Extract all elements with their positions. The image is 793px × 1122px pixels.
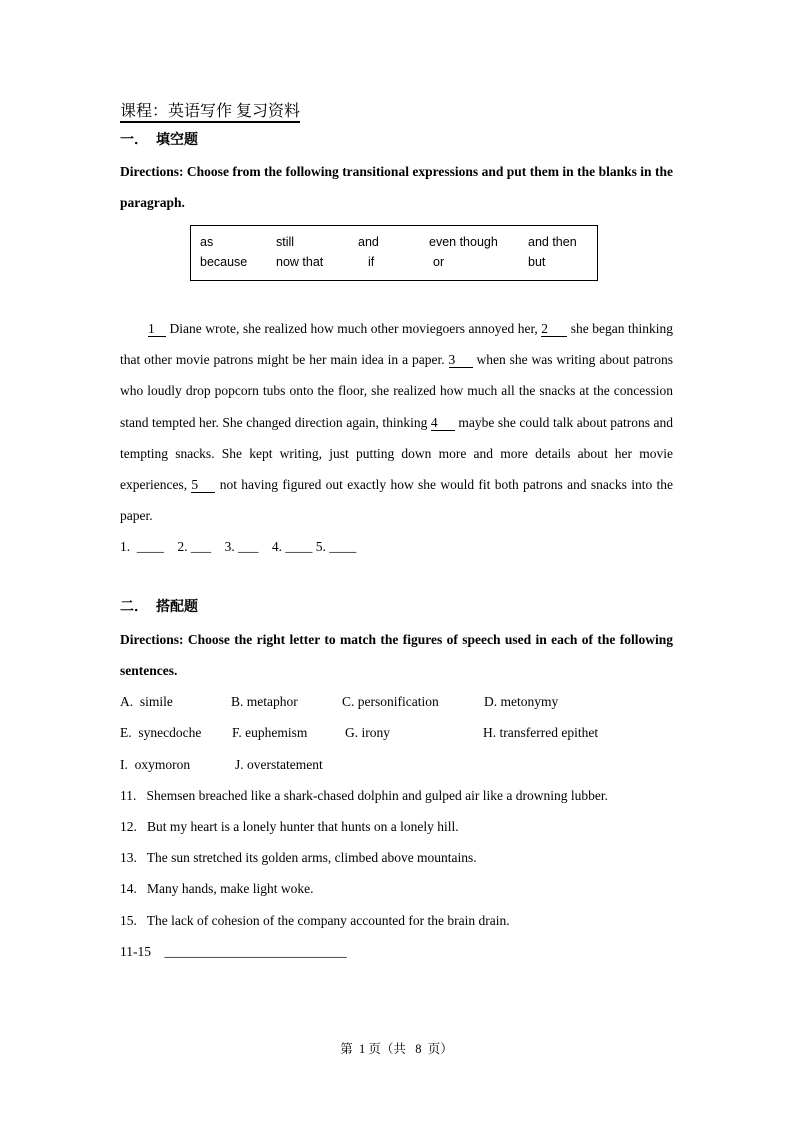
blank-4: 4 xyxy=(431,415,455,431)
word-as: as xyxy=(200,235,214,249)
cloze-paragraph xyxy=(120,313,673,531)
transitional-expressions-box xyxy=(190,225,598,281)
word-or: or xyxy=(433,255,445,269)
option-d: D. metonymy xyxy=(484,694,559,709)
word-if: if xyxy=(368,255,375,269)
section1-number: 一． xyxy=(120,133,148,148)
section2-title: 搭配题 xyxy=(156,600,198,615)
word-now-that: now that xyxy=(276,255,324,269)
course-title xyxy=(120,101,300,123)
section2-number: 二． xyxy=(120,600,148,615)
blank-1: 1 xyxy=(148,321,166,337)
sentence-11: 11. Shemsen breached like a shark-chased dolphin and gulped air like a drowning lubber. xyxy=(120,788,608,803)
word-still: still xyxy=(276,235,295,249)
word-and-then: and then xyxy=(528,235,577,249)
sentence-14: 14. Many hands, make light woke. xyxy=(120,881,314,896)
paragraph-text-2: she began thinking that other movie patrons might be her main idea in a paper. xyxy=(120,321,673,368)
blank-3: 3 xyxy=(449,352,473,368)
option-f: F. euphemism xyxy=(232,725,308,740)
paragraph-text-5: not having figured out exactly how she would fit both patrons and snacks into the paper. xyxy=(120,477,673,524)
section1-answer-line: 1. ____ 2. ___ 3. ___ 4. ____ 5. ____ xyxy=(120,539,357,554)
word-even-though: even though xyxy=(429,235,498,249)
option-c: C. personification xyxy=(342,694,439,709)
paragraph-text-4: maybe she could talk about patrons and tempting snacks. She kept writing, just putting down more and more details about her movie experiences, xyxy=(120,414,673,493)
paragraph-text-3: when she was writing about patrons who loudly drop popcorn tubs onto the floor, she realized how much all the snacks at the concession stand tempted her. She changed direction again, thinking xyxy=(120,352,673,430)
section1-heading xyxy=(120,131,198,151)
section2-heading xyxy=(120,598,198,618)
sentence-15: 15. The lack of cohesion of the company accounted for the brain drain. xyxy=(120,913,510,928)
option-j: J. overstatement xyxy=(235,757,323,772)
word-because: because xyxy=(200,255,248,269)
course-name: 英语写作 复习资料 xyxy=(168,103,301,120)
option-h: H. transferred epithet xyxy=(483,725,599,740)
section1-directions: Directions: Choose from the following transitional expressions and put them in the blanks in the paragraph. xyxy=(120,164,673,210)
course-label: 课程： xyxy=(120,103,169,120)
page-footer: 第 1 页（共 8 页） xyxy=(340,1042,453,1056)
section2-directions: Directions: Choose the right letter to match the figures of speech used in each of the following sentences. xyxy=(120,632,673,678)
sentence-12: 12. But my heart is a lonely hunter that hunts on a lonely hill. xyxy=(120,819,459,834)
option-b: B. metaphor xyxy=(231,694,298,709)
section1-title: 填空题 xyxy=(156,133,198,148)
word-and: and xyxy=(358,235,379,249)
word-but: but xyxy=(528,255,546,269)
section2-answer-line: 11-15 ___________________________ xyxy=(120,944,347,959)
option-e: E. synecdoche xyxy=(120,725,202,740)
sentence-13: 13. The sun stretched its golden arms, climbed above mountains. xyxy=(120,850,477,865)
blank-5: 5 xyxy=(191,477,215,493)
option-i: I. oxymoron xyxy=(120,757,191,772)
option-a: A. simile xyxy=(120,694,173,709)
paragraph-text-1: Diane wrote, she realized how much other moviegoers annoyed her, xyxy=(166,321,542,336)
option-g: G. irony xyxy=(345,725,390,740)
blank-2: 2 xyxy=(541,321,567,337)
